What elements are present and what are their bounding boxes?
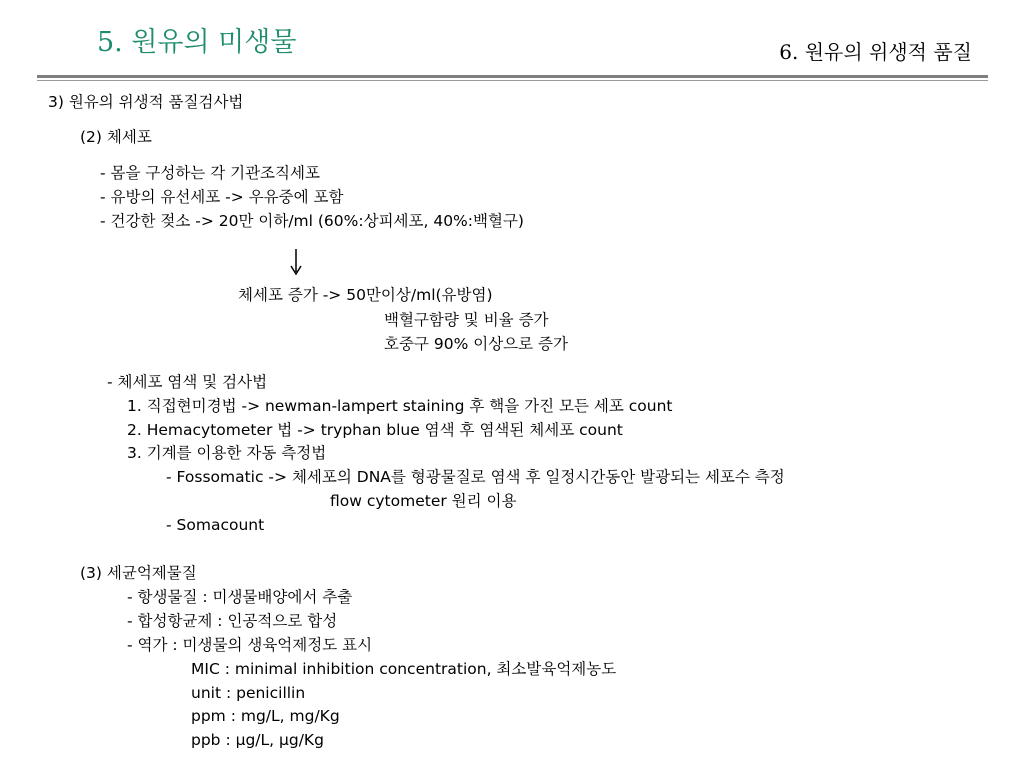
- heading-hygiene-test-methods: 3) 원유의 위생적 품질검사법: [48, 93, 244, 111]
- bullet-healthy-cow-count: - 건강한 젖소 -> 20만 이하/ml (60%:상피세포, 40%:백혈구): [100, 212, 524, 230]
- method-direct-microscope: 1. 직접현미경법 -> newman-lampert staining 후 핵을 가진 모든 세포 count: [127, 397, 673, 415]
- method-hemacytometer: 2. Hemacytometer 법 -> tryphan blue 염색 후 염색된 체세포 count: [127, 421, 623, 439]
- bullet-antibiotics: - 항생물질 : 미생물배양에서 추출: [127, 588, 353, 606]
- header-rule-thick: [37, 75, 988, 78]
- header-rule-thin: [37, 80, 988, 81]
- heading-bacterial-inhibitors: (3) 세균억제물질: [80, 564, 197, 582]
- def-unit: unit : penicillin: [191, 684, 306, 702]
- bullet-body-tissue-cells: - 몸을 구성하는 각 기관조직세포: [100, 164, 320, 182]
- bullet-potency: - 역가 : 미생물의 생육억제정도 표시: [127, 636, 373, 654]
- method-fossomatic-principle: flow cytometer 원리 이용: [330, 492, 517, 510]
- increase-leukocyte: 백혈구함량 및 비율 증가: [384, 311, 549, 329]
- def-ppb: ppb : μg/L, μg/Kg: [191, 731, 324, 749]
- heading-somatic-cells: (2) 체세포: [80, 128, 152, 146]
- bullet-synthetic-antimicrobials: - 합성항균제 : 인공적으로 합성: [127, 612, 338, 630]
- down-arrow-icon: [289, 248, 303, 276]
- increase-mastitis: 체세포 증가 -> 50만이상/ml(유방염): [238, 286, 493, 304]
- section-title: 6. 원유의 위생적 품질: [779, 40, 972, 64]
- method-automated: 3. 기계를 이용한 자동 측정법: [127, 444, 327, 462]
- bullet-mammary-cells: - 유방의 유선세포 -> 우유중에 포함: [100, 188, 344, 206]
- increase-neutrophil: 호중구 90% 이상으로 증가: [384, 335, 568, 353]
- def-mic: MIC : minimal inhibition concentration, 최소발육억제농도: [191, 660, 617, 678]
- bullet-staining-methods: - 체세포 염색 및 검사법: [107, 373, 268, 391]
- method-somacount: - Somacount: [166, 516, 265, 534]
- method-fossomatic: - Fossomatic -> 체세포의 DNA를 형광물질로 염색 후 일정시간동안 발광되는 세포수 측정: [166, 468, 785, 486]
- def-ppm: ppm : mg/L, mg/Kg: [191, 707, 340, 725]
- chapter-title: 5. 원유의 미생물: [97, 27, 297, 58]
